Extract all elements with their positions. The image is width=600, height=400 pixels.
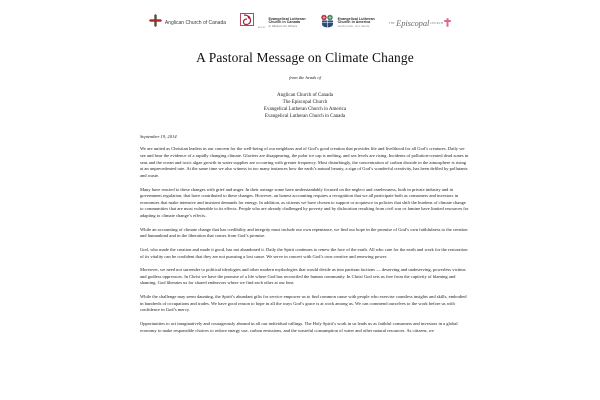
episcopal-cross-icon [444, 14, 451, 32]
body-paragraph: We are united as Christian leaders in our concern for the well-being of our neighbors and of God’s good creation that provides life and livelihood for all God’s creatures. Daily we see and hear the evidence of a rapidly changing climate. Glaciers are disappearing, the polar ice cap is melting, and sea levels are rising. Incidents of pollution-created dead zones in seas and the ocean and toxic algae growth in water supplies are occurring with greater frequency. Most disturbingly, the concentration of carbon dioxide in the atmosphere is rising at an unprecedented rate. At the same time we also witness in too many instances how the earth’s natural beauty, a sign of God’s wonderful creativity, has been defiled by pollutants and waste. [140, 146, 469, 178]
partner-logo-bar [0, 0, 600, 40]
logo-anglican-label: Anglican Church of Canada [164, 20, 227, 26]
logo-elcic-text [268, 18, 305, 29]
logo-anglican-church-of-canada [149, 14, 226, 32]
logo-the-episcopal-church [389, 14, 451, 32]
logo-elca-text [338, 18, 375, 29]
body-paragraph: God, who made the creation and made it good, has not abandoned it. Daily the Spirit continues to renew the face of the earth. All who care for the earth and work for the restoration of its vitality can be confident that they are not pursuing a lost cause. We serve in concert with God’s own creative and renewing power. [140, 246, 468, 259]
signatory-church-list [140, 92, 470, 120]
elcic-crest-icon [240, 13, 265, 33]
logo-episcopal-suffix: CHURCH [430, 21, 444, 25]
church-list-item: Evangelical Lutheran Church in America [263, 107, 347, 113]
church-list-item: Evangelical Lutheran Church in Canada [264, 114, 346, 120]
elcic-acronym: ELCIC [258, 27, 266, 29]
body-paragraph: Moreover, we need not surrender to political ideologies and other modern mythologies that would divide us into partisan factions — deserving and undeserving, powerless victims and godless oppressors. In Christ we have the promise of a life where God has reconciled the human community. In Christ God sets us free from the captivity of blaming and shaming. God liberates us for shared endeavors where we find each other at our best. [140, 267, 466, 286]
elca-crest-icon [320, 14, 335, 33]
logo-elcic-line2: Church in Canada [268, 20, 301, 25]
logo-elca-line2: Church in America [337, 20, 371, 25]
from-heads-label: from the heads of [289, 75, 321, 80]
body-paragraph: While an accounting of climate change that has credibility and integrity must include our own repentance, we find our hope in the promise of God’s own faithfulness to the creation and humankind and in the liberation that comes from God’s promise. [140, 226, 468, 239]
body-paragraph: Opportunities to act imaginatively and courageously abound in all our individual callings. The Holy Spirit’s work in us leads us as faithful consumers and investors in a global economy to make responsible choices to reduce energy use, carbon emissions, and the wasteful consumption of water and other natural resources. As citizens, we [140, 320, 458, 333]
logo-episcopal-prefix: THE [388, 21, 396, 25]
document-body [0, 50, 600, 334]
document-date: September 19, 2014 [140, 134, 177, 140]
logo-elcic-line1: Evangelical Lutheran [268, 16, 306, 21]
church-list-item: Anglican Church of Canada [277, 93, 333, 98]
logo-evangelical-lutheran-church-in-canada [240, 13, 306, 33]
page-title: A Pastoral Message on Climate Change [196, 50, 414, 65]
logo-elca-tagline: God's work. Our hands. [337, 24, 371, 29]
church-list-item: The Episcopal Church [282, 100, 328, 106]
body-paragraph: While the challenge may seem daunting, the Spirit’s abundant gifts for service empower us to find common cause with people who exercise countless insights and skills, embodied in hundreds of occupations and trades. We have good reason to hope in all the ways God’s grace is at work among us. We can commend ourselves to the work before us with confidence in God’s mercy. [140, 294, 467, 313]
logo-elca-line1: Evangelical Lutheran [337, 16, 375, 21]
logo-elcic-tagline: In Mission for Others [268, 24, 298, 29]
body-paragraph: Many have reacted to these changes with grief and anger. In their outrage some have understandably focused on the neglect and carelessness, both in private industry and in government regulation, that have contributed to these changes. However, an honest accounting requires a recognition that we all participate both as consumers and investors in economies that make intensive and insistent demands for energy. In addition, as citizens we have chosen to support or acquiesce in policies that shift the burdens of climate change to communities that are most vulnerable to its effects. People who are already challenged by poverty and by dislocation resulting from civil war or famine have limited resources for adapting to climate change’s effects. [140, 186, 469, 218]
anglican-cross-icon [149, 14, 162, 32]
logo-evangelical-lutheran-church-in-america [320, 14, 375, 33]
logo-episcopal-wordmark: Episcopal [396, 18, 430, 28]
